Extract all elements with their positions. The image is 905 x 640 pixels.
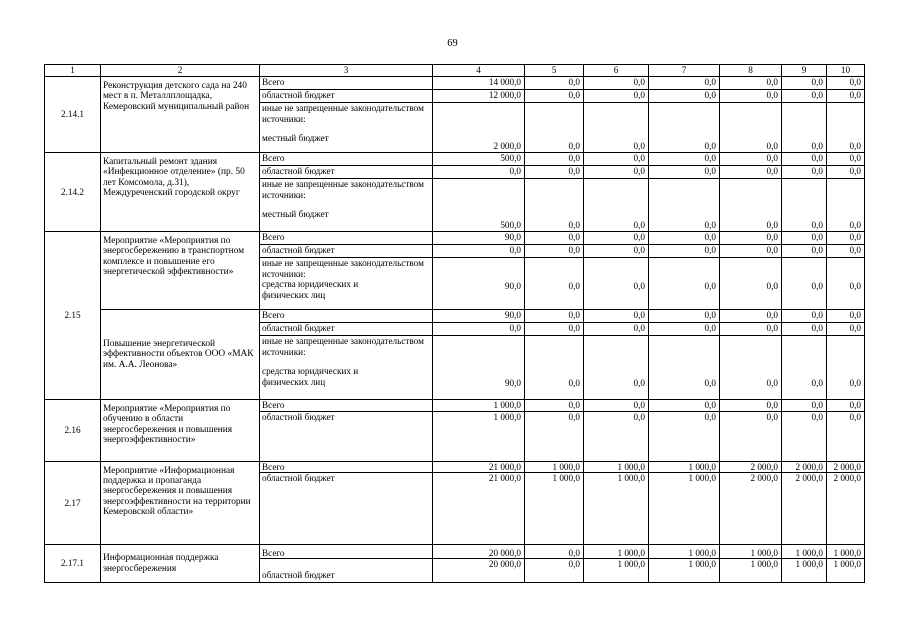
value-cell: 0,0 <box>720 179 782 232</box>
source-label: областной бюджет <box>260 323 433 336</box>
value-cell: 0,0 <box>782 411 827 461</box>
value-cell: 0,0 <box>525 179 584 232</box>
value-cell: 21 000,0 <box>433 473 525 545</box>
local-budget-label: местный бюджет <box>262 133 329 144</box>
value-cell: 0,0 <box>584 336 649 400</box>
value-cell: 0,0 <box>649 166 720 179</box>
value-cell: 0,0 <box>827 153 865 166</box>
value-cell: 1 000,0 <box>584 559 649 583</box>
value-cell: 0,0 <box>649 323 720 336</box>
other-sources-label: иные не запрещенные законодательством источники: <box>262 336 424 357</box>
value-cell: 1 000,0 <box>584 461 649 473</box>
financing-table <box>44 64 865 583</box>
table-row <box>45 400 865 412</box>
value-cell: 0,0 <box>827 232 865 245</box>
value-cell: 0,0 <box>827 258 865 310</box>
value-cell: 0,0 <box>827 103 865 153</box>
value-cell: 0,0 <box>525 323 584 336</box>
header-row <box>45 65 865 77</box>
source-label: областной бюджет <box>260 245 433 258</box>
value-cell: 0,0 <box>720 336 782 400</box>
value-cell: 0,0 <box>649 90 720 103</box>
value-cell: 1 000,0 <box>584 473 649 545</box>
value-cell: 1 000,0 <box>720 545 782 559</box>
value-cell: 2 000,0 <box>827 461 865 473</box>
header-cell: 3 <box>260 65 433 77</box>
table-row <box>45 153 865 166</box>
value-cell: 2 000,0 <box>782 461 827 473</box>
value-cell: 0,0 <box>827 245 865 258</box>
value-cell: 0,0 <box>782 258 827 310</box>
value-cell: 0,0 <box>584 166 649 179</box>
value-cell: 0,0 <box>525 90 584 103</box>
header-cell: 7 <box>649 65 720 77</box>
value-cell: 0,0 <box>720 310 782 323</box>
value-cell: 0,0 <box>649 336 720 400</box>
row-name: Мероприятие «Информационная поддержка и пропаганда энергосбережения и повышения энергоэффективности на территории Кемеровской области» <box>101 461 260 545</box>
value-cell: 0,0 <box>827 77 865 90</box>
source-label: Всего <box>260 310 433 323</box>
value-cell: 14 000,0 <box>433 77 525 90</box>
value-cell: 0,0 <box>584 103 649 153</box>
value-cell: 0,0 <box>827 411 865 461</box>
row-code: 2.17 <box>45 461 101 545</box>
source-label: Всего <box>260 153 433 166</box>
value-cell: 0,0 <box>584 245 649 258</box>
value-cell: 0,0 <box>720 411 782 461</box>
page-number: 69 <box>447 38 458 49</box>
table-row <box>45 232 865 245</box>
table-row <box>45 310 865 323</box>
value-cell: 0,0 <box>782 90 827 103</box>
value-cell: 1 000,0 <box>525 461 584 473</box>
value-cell: 0,0 <box>584 258 649 310</box>
source-label: Всего <box>260 232 433 245</box>
value-cell: 0,0 <box>649 179 720 232</box>
value-cell: 1 000,0 <box>433 411 525 461</box>
value-cell: 0,0 <box>720 400 782 412</box>
value-cell: 0,0 <box>782 153 827 166</box>
header-cell: 8 <box>720 65 782 77</box>
value-cell: 1 000,0 <box>649 473 720 545</box>
source-label: Всего <box>260 400 433 412</box>
header-cell: 1 <box>45 65 101 77</box>
header-cell: 2 <box>101 65 260 77</box>
local-budget-label: местный бюджет <box>262 209 329 220</box>
value-cell: 500,0 <box>433 179 525 232</box>
value-cell: 0,0 <box>525 77 584 90</box>
header-cell: 6 <box>584 65 649 77</box>
value-cell: 0,0 <box>525 153 584 166</box>
value-cell: 90,0 <box>433 336 525 400</box>
value-cell: 0,0 <box>720 77 782 90</box>
legal-entities-label: средства юридических и физических лиц <box>262 279 359 300</box>
value-cell: 0,0 <box>525 545 584 559</box>
value-cell: 1 000,0 <box>649 545 720 559</box>
row-code: 2.15 <box>45 232 101 400</box>
value-cell: 2 000,0 <box>720 473 782 545</box>
legal-entities-label: средства юридических и физических лиц <box>262 366 359 387</box>
row-name: Мероприятие «Мероприятия по энергосбережению в транспортном комплексе и повышение его энергетической эффективности» <box>101 232 260 310</box>
value-cell: 20 000,0 <box>433 559 525 583</box>
value-cell: 0,0 <box>782 400 827 412</box>
value-cell: 0,0 <box>584 400 649 412</box>
source-label: областной бюджет <box>260 90 433 103</box>
value-cell: 0,0 <box>584 153 649 166</box>
value-cell: 1 000,0 <box>827 545 865 559</box>
value-cell: 1 000,0 <box>649 461 720 473</box>
value-cell: 0,0 <box>720 166 782 179</box>
value-cell: 0,0 <box>782 103 827 153</box>
value-cell: 21 000,0 <box>433 461 525 473</box>
value-cell: 0,0 <box>584 179 649 232</box>
value-cell: 2 000,0 <box>433 103 525 153</box>
value-cell: 0,0 <box>827 400 865 412</box>
value-cell: 0,0 <box>433 245 525 258</box>
row-name: Реконструкция детского сада на 240 мест в п. Металлплощадка, Кемеровский муниципальный район <box>101 77 260 153</box>
table-row <box>45 77 865 90</box>
value-cell: 0,0 <box>720 323 782 336</box>
value-cell: 0,0 <box>720 90 782 103</box>
row-code: 2.14.1 <box>45 77 101 153</box>
row-name: Капитальный ремонт здания «Инфекционное отделение» (пр. 50 лет Комсомола, д.31), Междуреченский городской округ <box>101 153 260 232</box>
value-cell: 0,0 <box>782 245 827 258</box>
row-code: 2.14.2 <box>45 153 101 232</box>
value-cell: 2 000,0 <box>720 461 782 473</box>
value-cell: 0,0 <box>584 323 649 336</box>
source-label: областной бюджет <box>260 559 433 583</box>
value-cell: 0,0 <box>649 258 720 310</box>
value-cell: 0,0 <box>584 77 649 90</box>
source-label <box>260 179 433 232</box>
value-cell: 0,0 <box>720 153 782 166</box>
value-cell: 1 000,0 <box>525 473 584 545</box>
value-cell: 0,0 <box>827 179 865 232</box>
value-cell: 1 000,0 <box>584 545 649 559</box>
value-cell: 0,0 <box>827 166 865 179</box>
value-cell: 0,0 <box>782 310 827 323</box>
other-sources-label: иные не запрещенные законодательством источники: <box>262 258 424 279</box>
value-cell: 0,0 <box>782 179 827 232</box>
source-label: Всего <box>260 545 433 559</box>
value-cell: 0,0 <box>782 77 827 90</box>
source-label: областной бюджет <box>260 411 433 461</box>
value-cell: 1 000,0 <box>782 545 827 559</box>
value-cell: 0,0 <box>827 323 865 336</box>
value-cell: 1 000,0 <box>649 559 720 583</box>
value-cell: 0,0 <box>827 336 865 400</box>
row-name: Информационная поддержка энергосбережения <box>101 545 260 583</box>
value-cell: 0,0 <box>649 411 720 461</box>
value-cell: 0,0 <box>584 232 649 245</box>
value-cell: 20 000,0 <box>433 545 525 559</box>
header-cell: 5 <box>525 65 584 77</box>
value-cell: 0,0 <box>782 323 827 336</box>
source-label: областной бюджет <box>260 473 433 545</box>
source-label <box>260 336 433 400</box>
value-cell: 500,0 <box>433 153 525 166</box>
table-row <box>45 545 865 559</box>
value-cell: 0,0 <box>720 258 782 310</box>
source-label: Всего <box>260 77 433 90</box>
value-cell: 0,0 <box>782 336 827 400</box>
value-cell: 90,0 <box>433 258 525 310</box>
value-cell: 0,0 <box>525 310 584 323</box>
value-cell: 1 000,0 <box>827 559 865 583</box>
value-cell: 0,0 <box>525 411 584 461</box>
value-cell: 0,0 <box>525 559 584 583</box>
value-cell: 0,0 <box>649 77 720 90</box>
value-cell: 0,0 <box>720 103 782 153</box>
value-cell: 0,0 <box>584 90 649 103</box>
value-cell: 0,0 <box>827 310 865 323</box>
source-label: областной бюджет <box>260 166 433 179</box>
row-name: Повышение энергетической эффективности объектов ООО «МАК им. А.А. Леонова» <box>101 310 260 400</box>
header-cell: 9 <box>782 65 827 77</box>
source-label <box>260 258 433 310</box>
value-cell: 1 000,0 <box>433 400 525 412</box>
value-cell: 0,0 <box>782 232 827 245</box>
header-cell: 10 <box>827 65 865 77</box>
value-cell: 0,0 <box>720 245 782 258</box>
value-cell: 0,0 <box>649 245 720 258</box>
value-cell: 1 000,0 <box>720 559 782 583</box>
value-cell: 0,0 <box>649 103 720 153</box>
source-label <box>260 103 433 153</box>
value-cell: 0,0 <box>782 166 827 179</box>
table-row <box>45 461 865 473</box>
source-label: Всего <box>260 461 433 473</box>
value-cell: 0,0 <box>525 232 584 245</box>
value-cell: 0,0 <box>649 153 720 166</box>
value-cell: 12 000,0 <box>433 90 525 103</box>
value-cell: 0,0 <box>525 336 584 400</box>
value-cell: 0,0 <box>525 245 584 258</box>
value-cell: 0,0 <box>433 323 525 336</box>
value-cell: 0,0 <box>525 400 584 412</box>
value-cell: 0,0 <box>649 310 720 323</box>
value-cell: 0,0 <box>720 232 782 245</box>
value-cell: 0,0 <box>649 232 720 245</box>
value-cell: 2 000,0 <box>782 473 827 545</box>
value-cell: 0,0 <box>525 258 584 310</box>
value-cell: 2 000,0 <box>827 473 865 545</box>
row-code: 2.17.1 <box>45 545 101 583</box>
value-cell: 0,0 <box>649 400 720 412</box>
value-cell: 1 000,0 <box>782 559 827 583</box>
value-cell: 0,0 <box>525 103 584 153</box>
value-cell: 0,0 <box>525 166 584 179</box>
value-cell: 0,0 <box>433 166 525 179</box>
row-code: 2.16 <box>45 400 101 462</box>
other-sources-label: иные не запрещенные законодательством источники: <box>262 179 424 200</box>
value-cell: 0,0 <box>584 411 649 461</box>
row-name: Мероприятие «Мероприятия по обучению в области энергосбережения и повышения энергоэффективности» <box>101 400 260 462</box>
value-cell: 0,0 <box>827 90 865 103</box>
other-sources-label: иные не запрещенные законодательством источники: <box>262 103 424 124</box>
value-cell: 0,0 <box>584 310 649 323</box>
header-cell: 4 <box>433 65 525 77</box>
value-cell: 90,0 <box>433 310 525 323</box>
value-cell: 90,0 <box>433 232 525 245</box>
